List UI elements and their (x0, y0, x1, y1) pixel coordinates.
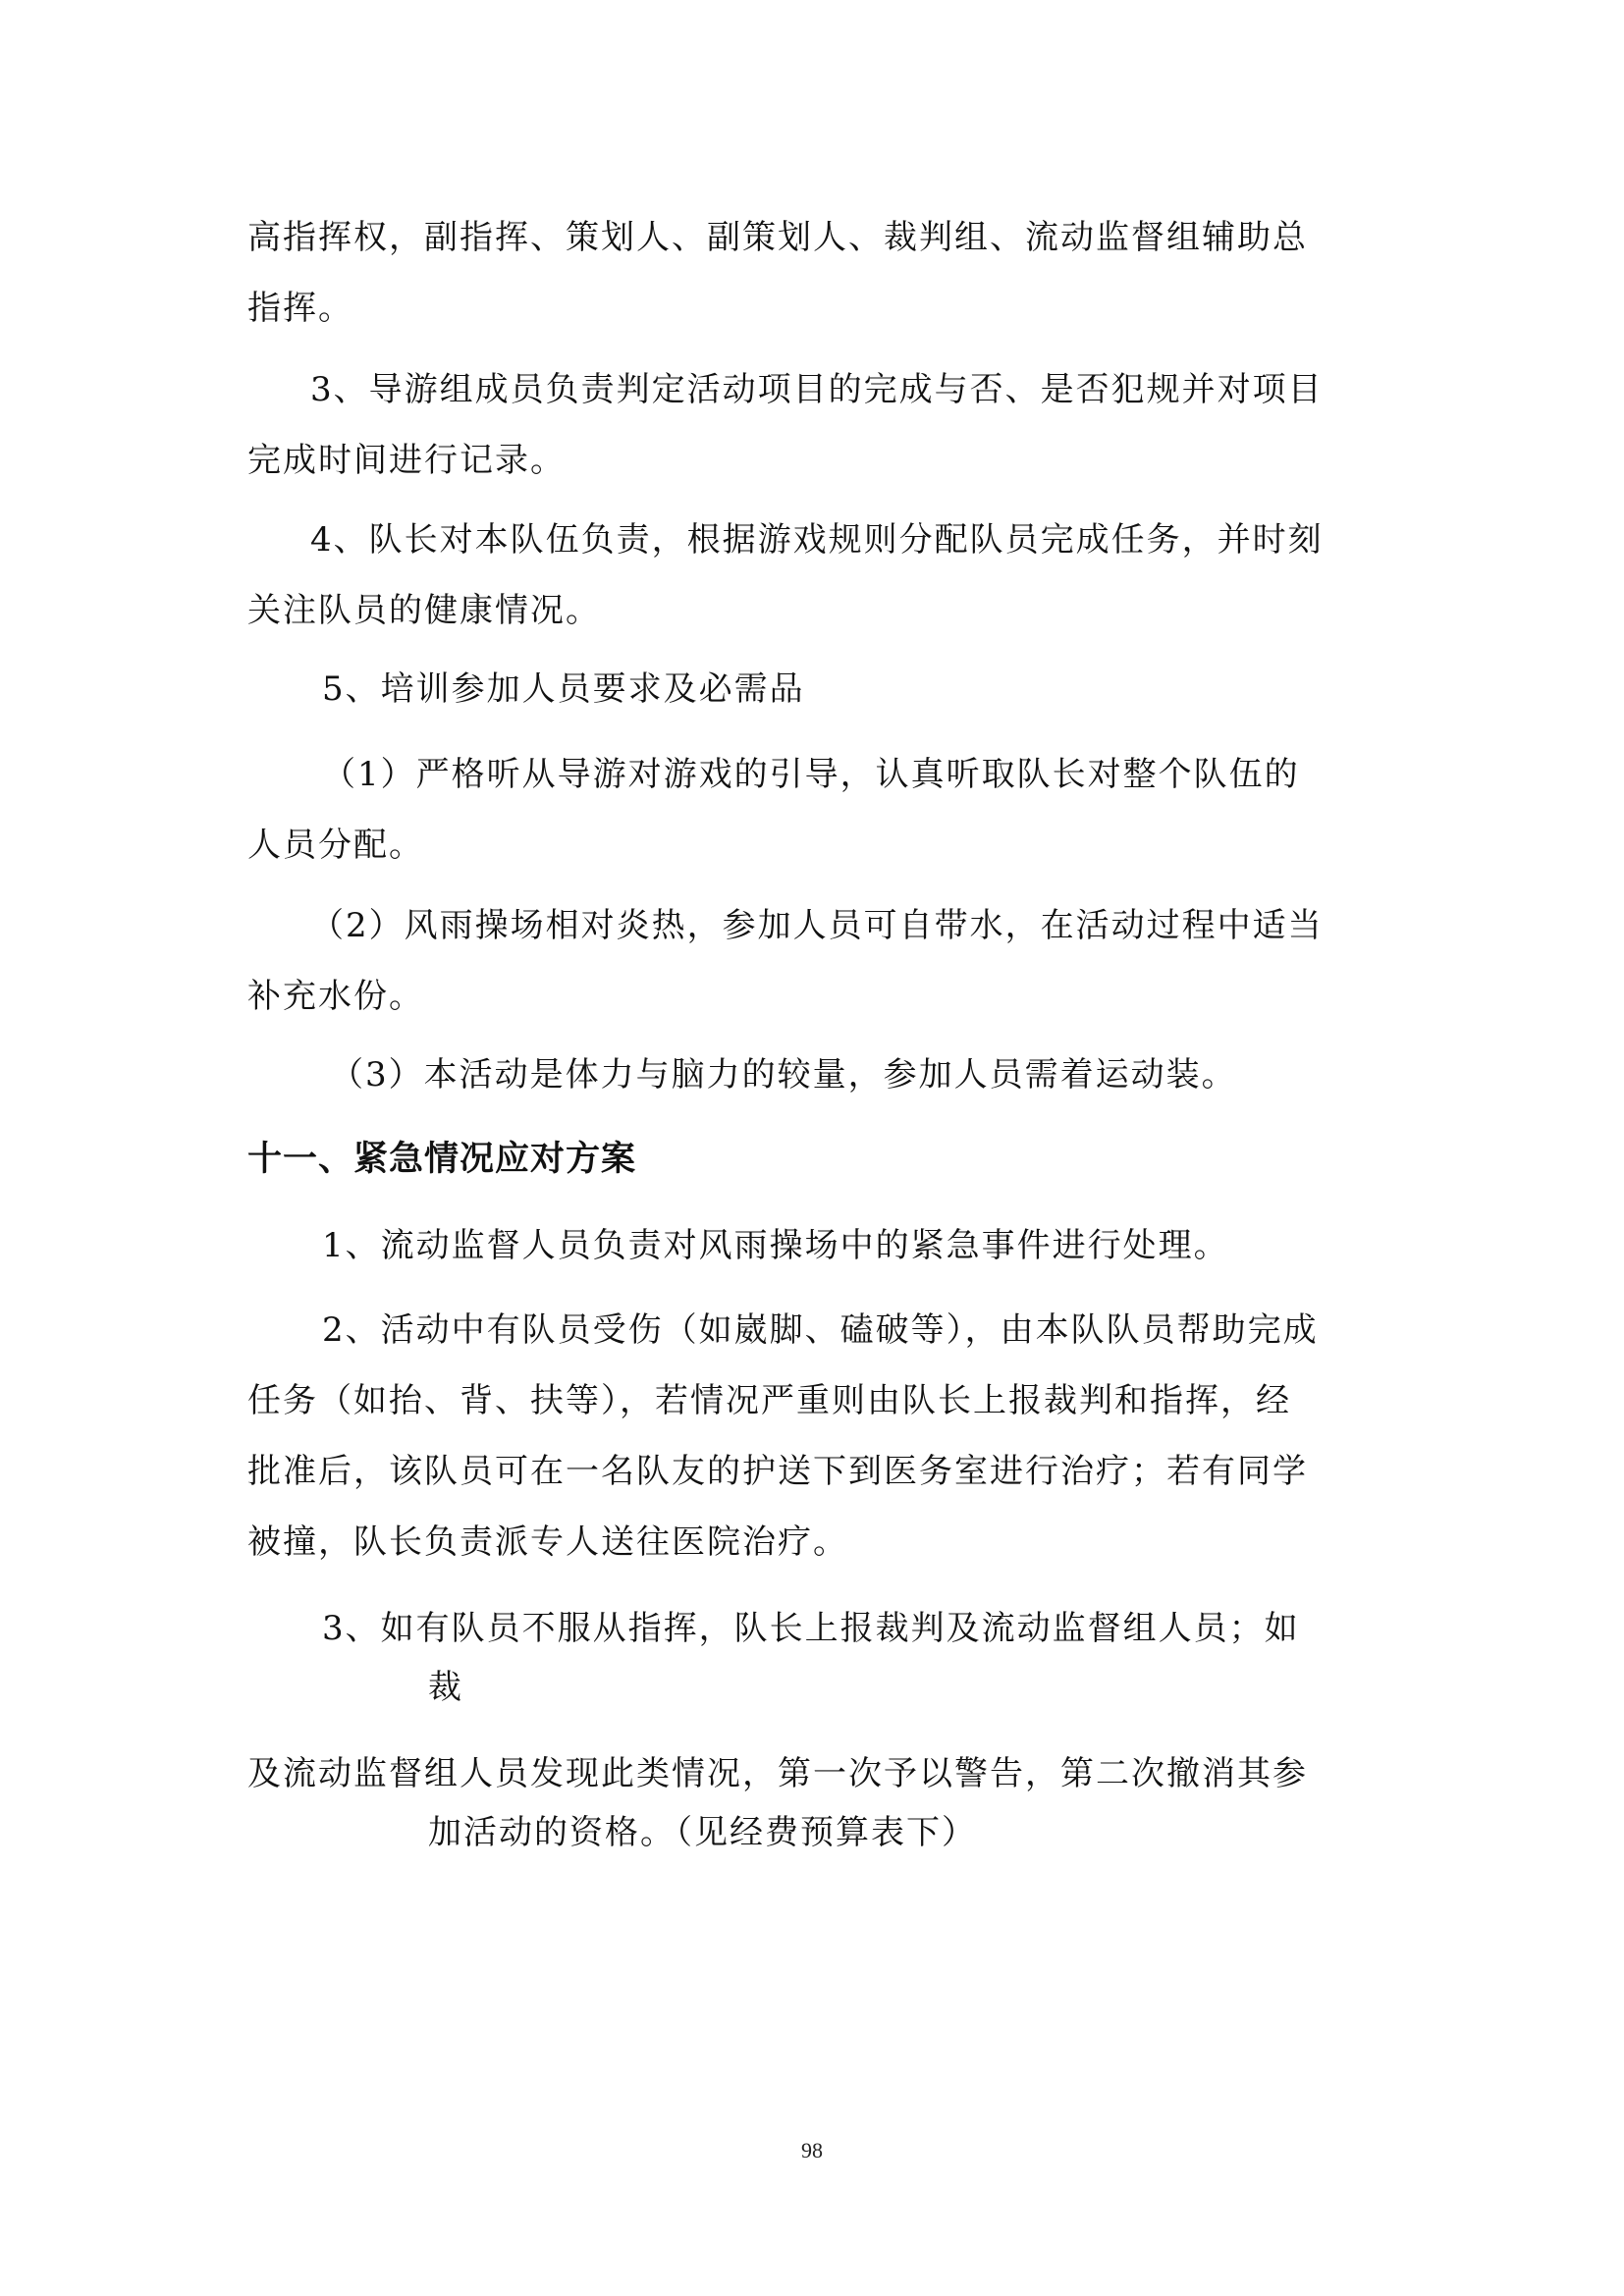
paragraph-line: 3、导游组成员负责判定活动项目的完成与否、是否犯规并对项目 (310, 370, 1324, 409)
paragraph-line: 补充水份。 (247, 977, 424, 1016)
paragraph-line: （2）风雨操场相对炎热，参加人员可自带水，在活动过程中适当 (310, 906, 1324, 945)
paragraph-line: 被撞，队长负责派专人送往医院治疗。 (247, 1522, 848, 1562)
paragraph-line: 批准后，该队员可在一名队友的护送下到医务室进行治疗；若有同学 (247, 1452, 1308, 1491)
paragraph-line: 任务（如抬、背、扶等），若情况严重则由队长上报裁判和指挥，经 (247, 1381, 1291, 1420)
paragraph-line: （3）本活动是体力与脑力的较量，参加人员需着运动装。 (330, 1055, 1237, 1095)
paragraph-line: 3、如有队员不服从指挥，队长上报裁判及流动监督组人员；如 (322, 1609, 1300, 1648)
paragraph-line: 高指挥权，副指挥、策划人、副策划人、裁判组、流动监督组辅助总 (247, 218, 1308, 257)
paragraph-line: 加活动的资格。（见经费预算表下） (428, 1813, 977, 1852)
paragraph-line: 完成时间进行记录。 (247, 441, 566, 480)
paragraph-line: 4、队长对本队伍负责，根据游戏规则分配队员完成任务，并时刻 (310, 520, 1324, 560)
section-heading: 十一、紧急情况应对方案 (247, 1140, 637, 1179)
paragraph-line: 5、培训参加人员要求及必需品 (322, 669, 805, 709)
paragraph-line: 人员分配。 (247, 826, 424, 865)
paragraph-line: 关注队员的健康情况。 (247, 591, 601, 630)
page-number: 98 (801, 2138, 823, 2163)
paragraph-line: 2、活动中有队员受伤（如崴脚、磕破等），由本队队员帮助完成 (322, 1310, 1319, 1350)
paragraph-line: 裁 (428, 1668, 463, 1707)
paragraph-line: 1、流动监督人员负责对风雨操场中的紧急事件进行处理。 (322, 1226, 1229, 1265)
paragraph-line: 指挥。 (247, 289, 353, 328)
paragraph-line: （1）严格听从导游对游戏的引导，认真听取队长对整个队伍的 (322, 755, 1300, 794)
paragraph-line: 及流动监督组人员发现此类情况，第一次予以警告，第二次撤消其参 (247, 1754, 1308, 1793)
